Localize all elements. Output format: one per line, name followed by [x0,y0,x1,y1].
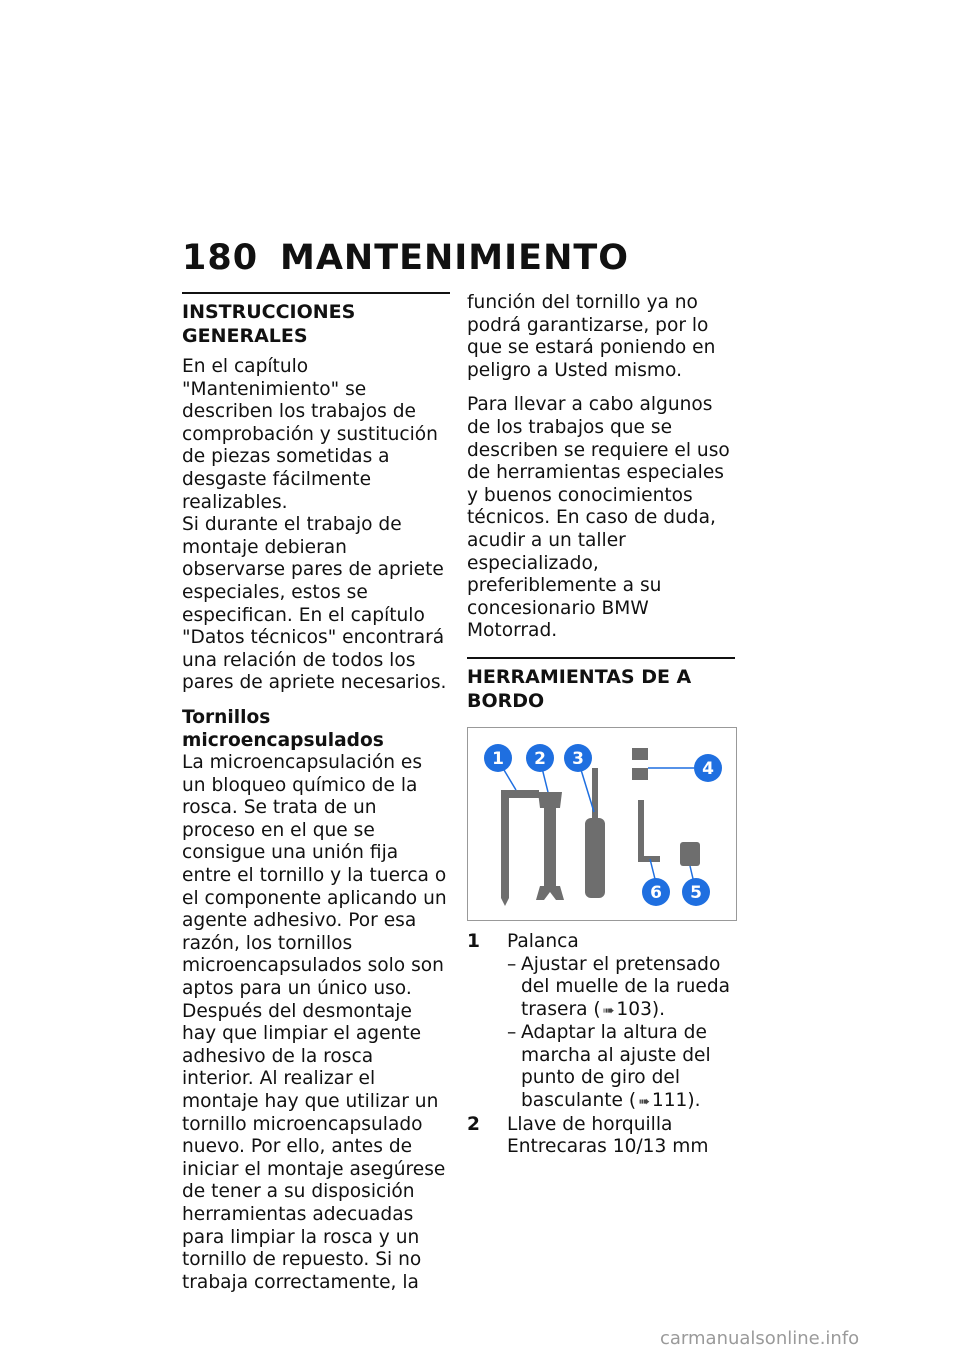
wrench-tool [536,792,564,900]
screwdriver-tool [585,768,605,898]
callout-5 [682,878,710,906]
legend-detail: Entrecaras 10/13 mm [507,1136,709,1158]
legend-label: Palanca [507,930,579,952]
svg-text:2: 2 [534,748,546,769]
paragraph: función del tornillo ya no podrá garantizarse, por lo que se estará poniendo en peligro a Usted mismo. [467,292,716,381]
legend-item: 2 Llave de horquilla Entrecaras 10/13 mm [467,1114,735,1159]
subheading-microencapsulated: Tornillos microencapsulados [182,706,384,751]
svg-text:6: 6 [650,882,662,903]
page-ref[interactable]: 103). [616,998,666,1020]
page-ref-arrow-icon: ➠ [602,1002,615,1019]
callout-6 [642,878,670,906]
section-rule [467,657,735,659]
paragraph: Después del desmontaje hay que limpiar el agente adhesivo de la rosca interior. Al realizar el montaje hay que utilizar un tornillo microencapsulado nuevo. Por ello, antes de iniciar el montaje asegúrese de tener a su disposición herramientas adecuadas para limpiar la rosca y un tornillo de repuesto. Si no trabaja correctamente, la [182,1000,446,1293]
paragraph: Si durante el trabajo de montaje debieran observarse pares de apriete especiales, estos se especifican. En el capítulo "Datos técnicos" encontrará una relación de todos los pares de apriete necesarios. [182,514,447,694]
paragraph: Para llevar a cabo algunos de los trabajos que se describen se requiere el uso de herramientas especiales y buenos conocimientos técnicos. En caso de duda, acudir a un taller especializado, preferiblemente a su concesionario BMW Motorrad. [467,394,730,642]
legend-item: 1 Palanca – Ajustar el pretensado del muelle de la rueda trasera ( ➠ 103). – Adaptar la altura de marcha al ajuste del punto de giro del basculante ( ➠ 111). [467,931,735,1114]
svg-text:4: 4 [702,758,714,779]
left-column [182,292,450,1306]
chapter-title: MANTENIMIENTO [280,238,629,278]
socket-tool [680,842,700,866]
section-title-toolkit: HERRAMIENTAS DE A BORDO [467,665,692,712]
toolkit-illustration [468,728,736,920]
toolkit-figure [467,727,737,921]
section-title-general: INSTRUCCIONES GENERALES [182,301,356,347]
legend-sub-item: – Ajustar el pretensado del muelle de la rueda trasera ( ➠ 103). [507,954,735,1023]
callout-1 [484,744,512,772]
callout-4 [694,754,722,782]
legend-sub-item: – Adaptar la altura de marcha al ajuste del punto de giro del basculante ( ➠ 111). [507,1022,735,1113]
section-rule [182,292,450,294]
paragraph: La microencapsulación es un bloqueo químico de la rosca. Se trata de un proceso en el que se consigue una unión fija entre el tornillo y la tuerca o el componente aplicando un agente adhesivo. Por esa razón, los tornillos microencapsulados solo son aptos para un único uso. [182,752,447,1000]
paragraph: En el capítulo "Mantenimiento" se describen los trabajos de comprobación y sustitución de piezas sometidas a desgaste fácilmente realizables. [182,356,438,513]
bit-set [632,748,648,780]
lever-tool [501,790,539,906]
tool-legend [467,931,735,1159]
page-ref-arrow-icon: ➠ [638,1094,650,1111]
page-ref[interactable]: 111). [651,1090,701,1112]
page-header [182,238,629,278]
svg-text:5: 5 [690,882,702,903]
page-number: 180 [182,238,259,278]
right-column [467,292,735,1159]
dash-bullet: – [507,953,517,975]
dash-bullet: – [507,1022,517,1044]
hex-key [638,800,660,862]
watermark: carmanualsonline.info [660,1328,860,1349]
callout-2 [526,744,554,772]
svg-text:3: 3 [572,748,584,769]
legend-label: Llave de horquilla [507,1113,673,1135]
svg-text:1: 1 [492,748,504,769]
callout-3 [564,744,592,772]
